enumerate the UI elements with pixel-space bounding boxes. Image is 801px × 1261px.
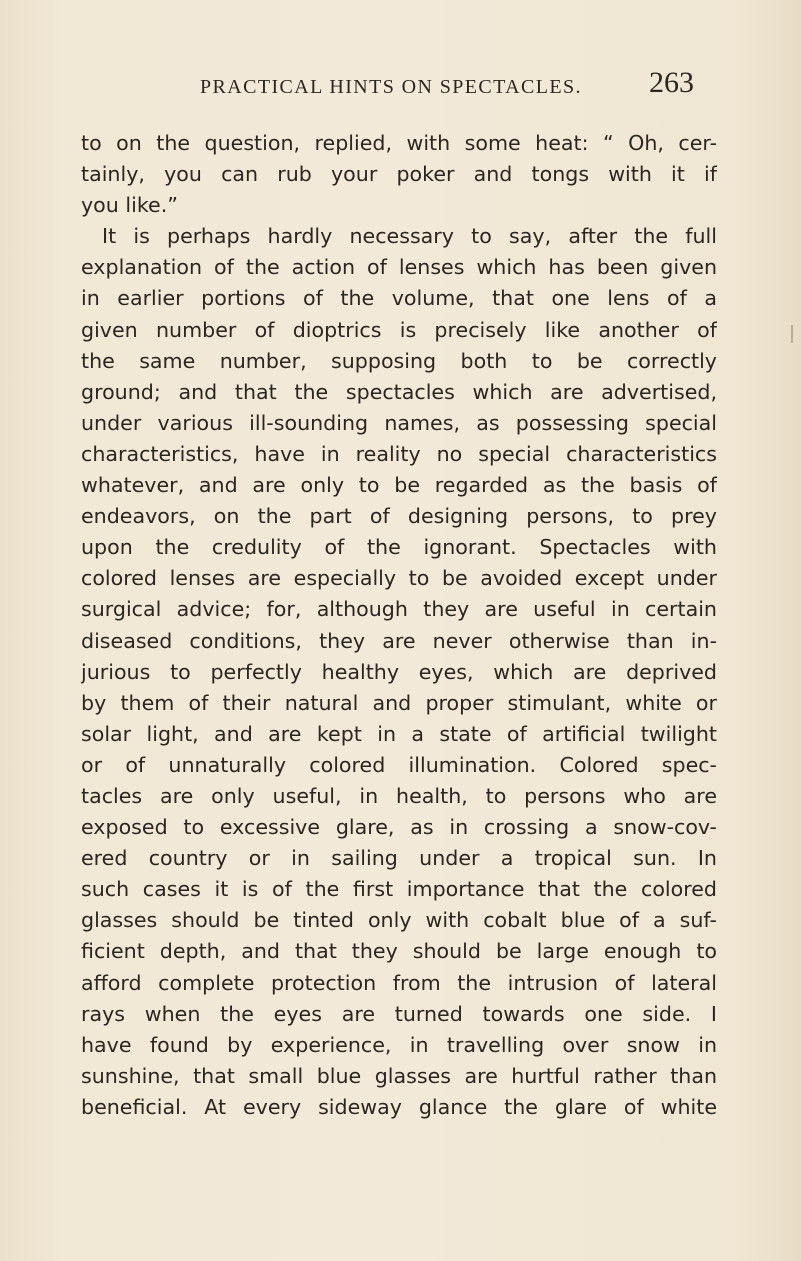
text-line: by them of their natural and proper stimulant, white or: [81, 690, 717, 715]
text-line: ficient depth, and that they should be large enough to: [81, 939, 717, 964]
text-line: to on the question, replied, with some heat: “ Oh, cer-: [81, 131, 717, 155]
text-line: surgical advice; for, although they are useful in certain: [81, 597, 717, 622]
text-line: jurious to perfectly healthy eyes, which are deprived: [81, 659, 717, 684]
text-line: whatever, and are only to be regarded as the basis of: [81, 473, 717, 498]
text-line: upon the credulity of the ignorant. Spectacles with: [81, 535, 717, 560]
text-line: endeavors, on the part of designing persons, to prey: [81, 504, 717, 529]
text-line: have found by experience, in travelling over snow in: [81, 1032, 717, 1057]
text-line: colored lenses are especially to be avoided except under: [81, 566, 717, 591]
body-text: [81, 128, 717, 1123]
text-line: sunshine, that small blue glasses are hurtful rather than: [81, 1063, 717, 1088]
text-line: beneficial. At every sideway glance the glare of white: [81, 1094, 717, 1119]
text-line: afford complete protection from the intrusion of lateral: [81, 970, 717, 995]
running-head: PRACTICAL HINTS ON SPECTACLES.: [200, 76, 582, 98]
text-line: It is perhaps hardly necessary to say, after the full: [102, 224, 717, 249]
text-line: tacles are only useful, in health, to persons who are: [81, 783, 717, 808]
text-line: explanation of the action of lenses which has been given: [81, 255, 717, 280]
text-line: ground; and that the spectacles which are advertised,: [81, 379, 717, 404]
text-line: exposed to excessive glare, as in crossing a snow-cov-: [81, 815, 717, 840]
text-line: solar light, and are kept in a state of artificial twilight: [81, 721, 717, 746]
text-line: glasses should be tinted only with cobalt blue of a suf-: [81, 908, 717, 933]
text-line: such cases it is of the first importance that the colored: [81, 877, 717, 902]
text-line: tainly, you can rub your poker and tongs with it if: [81, 162, 717, 187]
text-line: ered country or in sailing under a tropical sun. In: [81, 846, 717, 871]
page-header: [0, 66, 801, 106]
page-edge-mark: [791, 325, 793, 343]
page-number: 263: [649, 66, 694, 99]
text-line: the same number, supposing both to be correctly: [81, 348, 717, 373]
text-line: diseased conditions, they are never otherwise than in-: [81, 628, 717, 653]
text-line: characteristics, have in reality no special characteristics: [81, 441, 717, 466]
text-line: given number of dioptrics is precisely like another of: [81, 317, 717, 342]
text-line: or of unnaturally colored illumination. Colored spec-: [81, 752, 717, 777]
text-line: under various ill-sounding names, as possessing special: [81, 410, 717, 435]
text-line: in earlier portions of the volume, that one lens of a: [81, 286, 717, 311]
text-line: you like.”: [81, 193, 178, 218]
text-line: rays when the eyes are turned towards one side. I: [81, 1001, 717, 1026]
